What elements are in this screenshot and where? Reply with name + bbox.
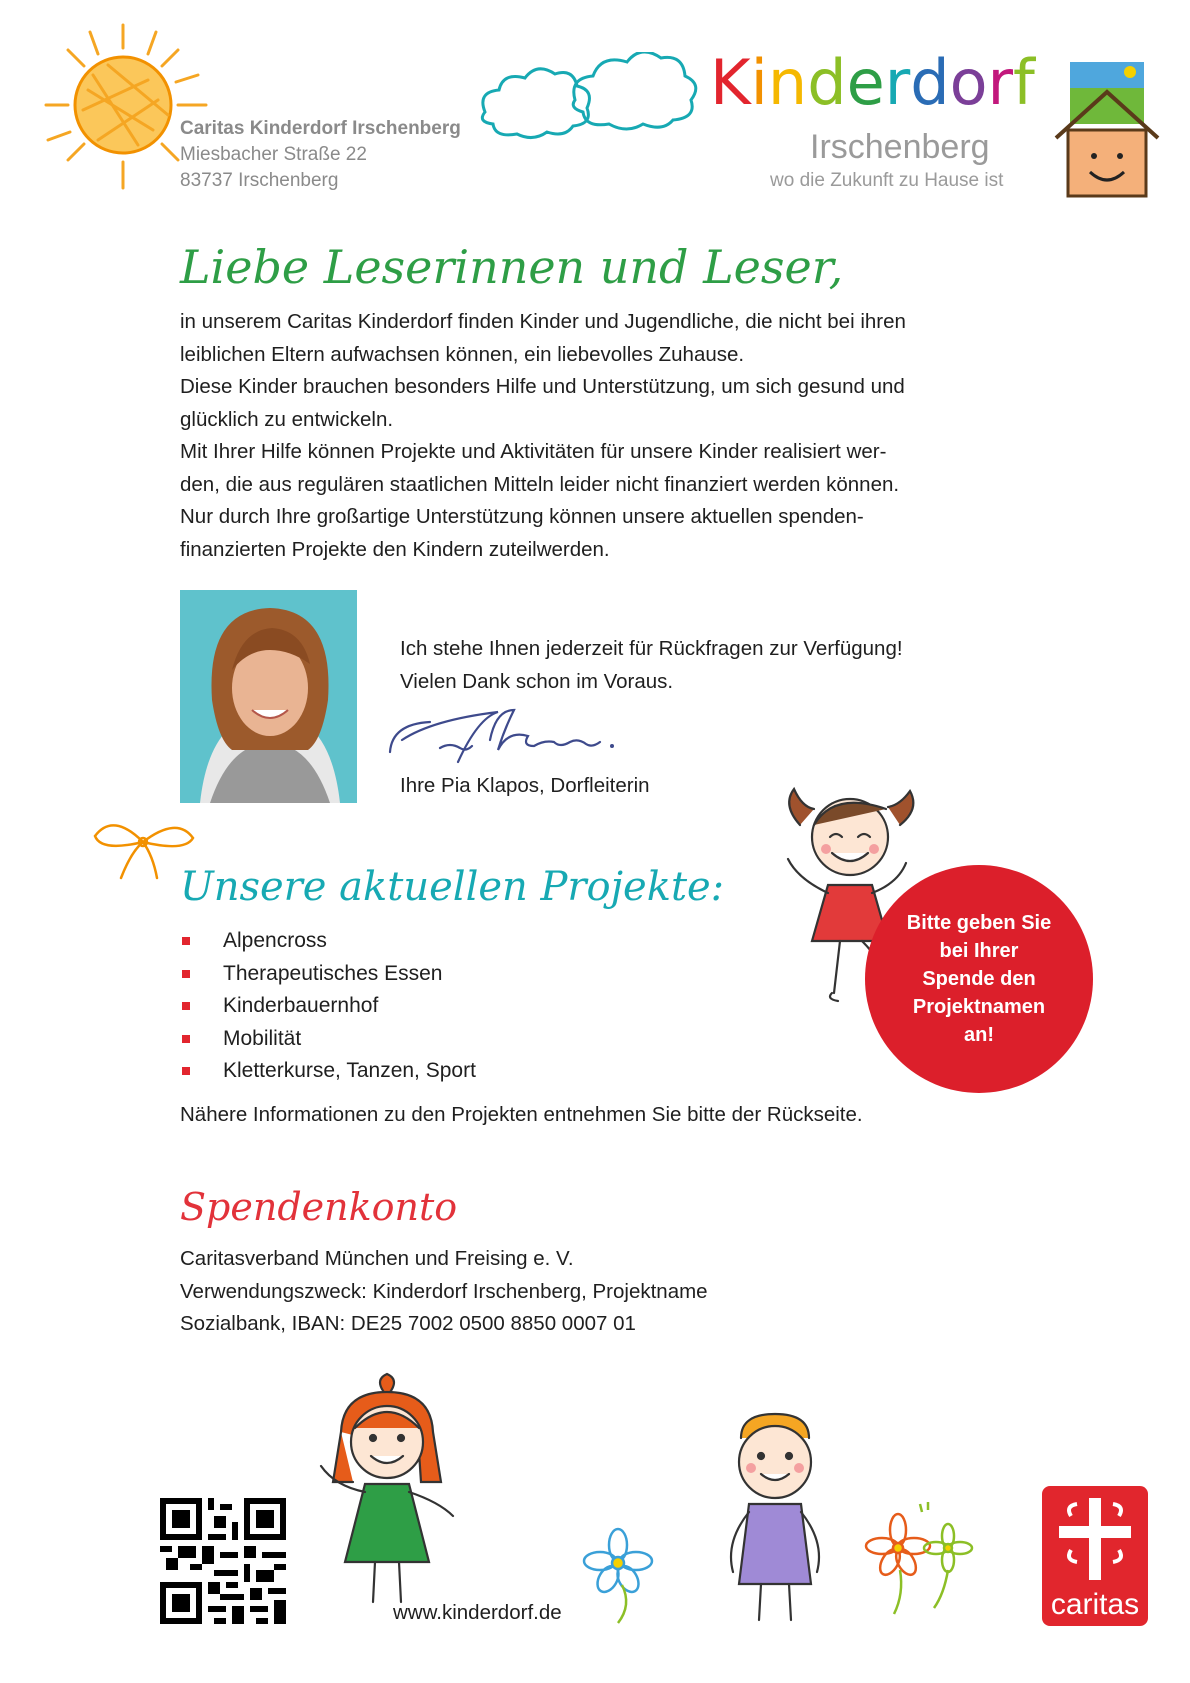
logo-letter: r [884,46,911,119]
logo-letter: f [1013,46,1035,119]
logo-subtitle: Irschenberg [810,128,990,166]
logo-letter: r [987,46,1014,119]
intro-line: Mit Ihrer Hilfe können Projekte und Aktivitäten für unsere Kinder realisiert wer- [180,440,887,463]
intro-line: glücklich zu entwickeln. [180,407,394,431]
intro-line: finanzierten Projekte den Kindern zuteilwerden. [180,537,610,561]
projects-heading: Unsere aktuellen Projekte: [180,864,725,910]
signature-line: Ihre Pia Klapos, Dorfleiterin [400,774,650,797]
intro-line: Nur durch Ihre großartige Unterstützung können unsere aktuellen spenden- [180,505,864,528]
logo-letter: d [910,46,950,119]
donation-heading: Spendenkonto [180,1185,458,1229]
intro-line: in unserem Caritas Kinderdorf finden Kinder und Jugendliche, die nicht bei ihren [180,310,906,333]
logo-letter: e [846,46,885,119]
donation-line: Verwendungszweck: Kinderdorf Irschenberg, Projektname [180,1279,708,1303]
portrait-photo [180,590,357,803]
list-item: Alpencross [180,925,476,958]
signature [380,700,650,770]
org-name: Caritas Kinderdorf Irschenberg [180,118,461,139]
donation-hint-badge [865,865,1093,1093]
note-line: Ich stehe Ihnen jederzeit für Rückfragen zur Verfügung! [400,637,903,660]
caritas-cross-icon [1055,1494,1135,1584]
logo-letter: n [767,46,808,119]
clouds-illustration [475,52,700,152]
logo-letter: o [949,46,988,119]
caritas-wordmark: caritas [1050,1588,1140,1621]
more-info-text: Nähere Informationen zu den Projekten entnehmen Sie bitte der Rückseite. [180,1103,863,1126]
contact-note [400,633,903,698]
boy-illustration [705,1408,845,1628]
house-icon [1052,52,1162,202]
logo-tagline: wo die Zukunft zu Hause ist [770,170,1004,191]
badge-text: Bitte geben Sie bei Ihrer Spende den Projektnamen an! [906,912,1052,1046]
donation-line: Caritasverband München und Freising e. V. [180,1247,574,1270]
website-link[interactable]: www.kinderdorf.de [393,1601,562,1624]
list-item: Kinderbauernhof [180,990,476,1023]
qr-code[interactable] [160,1498,286,1624]
caritas-logo [1042,1486,1148,1626]
logo-letter: i [750,46,768,119]
intro-line: Diese Kinder brauchen besonders Hilfe und Unterstützung, um sich gesund und [180,375,905,398]
orange-green-flowers-illustration [860,1490,975,1620]
intro-line: den, die aus regulären staatlichen Mitteln leider nicht finanziert werden können. [180,472,900,496]
kinderdorf-logo-title [710,48,1035,118]
intro-line: leiblichen Eltern aufwachsen können, ein liebevolles Zuhause. [180,342,745,366]
girl-green-dress-illustration [305,1372,475,1612]
org-street: Miesbacher Straße 22 [180,144,367,165]
note-line: Vielen Dank schon im Voraus. [400,669,674,693]
org-city: 83737 Irschenberg [180,170,339,191]
org-address [180,116,461,194]
greeting-heading: Liebe Leserinnen und Leser, [180,240,844,294]
donation-line: Sozialbank, IBAN: DE25 7002 0500 8850 0007 01 [180,1312,636,1335]
list-item: Therapeutisches Essen [180,958,476,991]
logo-letter: d [807,46,847,119]
blue-flower-illustration [578,1525,658,1625]
donation-account [180,1243,708,1341]
list-item: Mobilität [180,1023,476,1056]
list-item: Kletterkurse, Tanzen, Sport [180,1055,476,1088]
intro-paragraph [180,306,1040,566]
logo-letter: K [710,46,751,119]
project-list [180,925,476,1088]
